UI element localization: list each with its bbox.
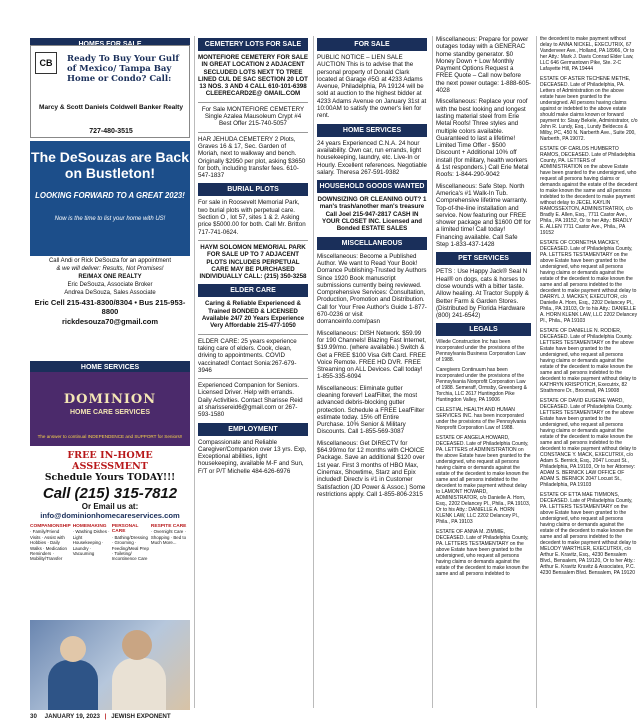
- ad-photo: [30, 620, 190, 710]
- service-heading: HOMEMAKING: [72, 524, 107, 529]
- ad-coldwell-banker: [30, 45, 190, 138]
- classified-ad: HAR JEHUDA CEMETERY 2 Plots, Graves 16 & 17, Sec. Garden of Moriah, next to walkway and bench. Originally $2950 per plot, asking $3650 for both, including transfer fees. 610-547-1837: [198, 135, 306, 180]
- ad-line: Call Andi or Rick DeSouza for an appointment: [48, 258, 172, 264]
- legal-notice: ESTATE OF DAVID EUGENE WARD, DECEASED. Late of Philadelphia County. LETTERS TESTAMENTARY on the above Estate have been granted to the undersigned, who request all persons having claims or demands against the estate of the decedent to make known the same and all persons indebted to the decedent to make payment without delay to CONSTANCE Y. MACK, EXECUTRIX, c/o Adam S. Bernick, Esq., 2047 Locust St., Philadelphia, PA 19103, Or to her Attorney: ADAM S. BERNICK LAW OFFICE OF ADAM S. BERNICK 2047 Locust St., Philadelphia, PA 19103: [540, 398, 637, 488]
- ad-dominion-banner: [30, 372, 190, 446]
- section-header-legals: LEGALS: [436, 323, 531, 336]
- service-column: [30, 524, 73, 562]
- divider: [198, 240, 308, 241]
- ad-line: Andrea DeSouza, Sales Associate: [64, 290, 156, 296]
- section-header-burial-plots: BURIAL PLOTS: [198, 183, 308, 196]
- column-legals: [540, 36, 638, 580]
- ad-tagline: Now is the time to list your home with US!: [54, 216, 166, 222]
- photo-figure: [48, 660, 98, 710]
- section-header-household-goods: HOUSEHOLD GOODS WANTED: [317, 180, 427, 193]
- classified-ad: DOWNSIZING OR CLEANING OUT? 1 man's trash/another man's treasure Call Joel 215-947-2817 CASH IN YOUR CLOSET INC. Licensed and Bonded ESTATE SALES: [317, 196, 427, 233]
- divider: [198, 132, 308, 133]
- column-misc-legals: [436, 36, 531, 581]
- service-heading: PERSONAL CARE: [111, 524, 139, 535]
- section-header-elder-care: ELDER CARE: [198, 284, 308, 297]
- section-header-home-services: HOME SERVICES: [30, 361, 190, 374]
- divider: [198, 102, 308, 103]
- footer-separator: |: [104, 713, 107, 720]
- ad-tagline: The answer to continual INDEPENDENCE and SUPPORT for Seniors!!: [37, 434, 183, 439]
- ad-phone: Eric Cell 215-431-8300/8304 • Bus 215-953-8800: [34, 298, 186, 316]
- coldwell-banker-logo-icon: CB: [35, 52, 57, 74]
- photo-figure: [60, 636, 86, 662]
- classified-ad: Caring & Reliable Experienced & Trained BONDED & LICENSED Available 24/7 20 Years Experience Very Affordable 215-477-1050: [201, 300, 305, 330]
- section-header-employment: EMPLOYMENT: [198, 423, 308, 436]
- ad-subheadline: LOOKING FORWARD TO A GREAT 2023!: [35, 191, 185, 200]
- classified-ad: ELDER CARE: 25 years experience taking care of elders. Cook, clean, driving to appointments. COVID vaccinated! Contact Sonia:267-679-3946: [198, 337, 297, 374]
- ad-headline: The DeSouzas are Back on Bustleton!: [31, 149, 189, 181]
- ad-phone: Call (215) 315-7812: [42, 485, 178, 502]
- classified-ad: HAYM SOLOMON MEMORIAL PARK FOR SALE UP TO 7 ADJACENT PLOTS INCLUDES PERPETUAL CARE MAY BE PURCHASED INDIVIDUALLY CALL: (215) 350-3258: [199, 243, 307, 281]
- legal-notice: CELESTIAL HEALTH AND HUMAN SERVICES INC. has been incorporated under the provisions of the Pennsylvania Nonprofit Corporation Law of 1988.: [436, 407, 527, 432]
- ad-headline: Ready To Buy Your Gulf of Mexico/ Tampa Bay Home or Condo? Call:: [67, 54, 180, 84]
- legal-notice: ESTATE OF ETTA MAE TIMMONS, DECEASED. Late of Philadelphia County, PA. LETTERS TESTAMENTARY on the above Estate have been granted to the undersigned, who request all persons having claims or demands against the estate of the decedent to make known the same and all persons indebted to the decedent to make payment without delay to MELODY WARTHLER, EXECUTRIX, c/o Arthur E. Kravitz, Esq., 4230 Bensalem Blvd., Bensalem, PA 19120, Or to her Atty.: Arthur E. Kravitz Kravitz & Associates, P.C. 4230 Bensalem Blvd. Bensalem, PA 19120: [540, 492, 637, 576]
- issue-date: JANUARY 19, 2023: [44, 713, 100, 720]
- service-items: · Family/Friend Visits · Assist with Hobbies · Daily Walks · Medication Reminders · Mobility/Transfer: [30, 529, 67, 562]
- column-divider: [194, 36, 195, 708]
- section-header-home-services: HOME SERVICES: [317, 124, 427, 137]
- legal-notice: Caregivers Continuum has been incorporated under the provisions of the Pennsylvania Nonprofit Corporation Law of 1988. Semeraff, Ormsby, Greenberg & Torchia, LLC 2617 Huntingdon Pike Huntingdon Valley, PA 19006: [436, 367, 527, 404]
- ad-dominion-details: [30, 450, 190, 630]
- legal-notice: ESTATE OF DANIELLE N. RODIER, DECEASED. Late of Philadelphia County. LETTERS TESTAMENTARY on the above Estate have been granted to the undersigned, who request all persons having claims or demands against the estate of the decedent to make known the same and all persons indebted to the decedent to make payment without delay to KATHRYN KRISPOTICH, Executrix, 82 Strathmore Dr., Broomall, PA 19008: [540, 328, 637, 394]
- classified-ad: Miscellaneous: Safe Step. North America's #1 Walk-In Tub. Comprehensive lifetime warranty. Top-of-the-line installation and service. Now featuring our FREE shower package and $1600 Off for a limited time! Call today! Financing available. Call Safe Step 1-833-437-1428: [436, 182, 531, 249]
- legal-notice: ESTATE OF CARLOS HUMBERTO RAMOS, DECEASED. Late of Philadelphia County, PA. LETTERS of ADMINISTRATION on the above Estate have been granted to the undersigned, who request all persons having claims or demands against the estate of the decedent to make known the same and all persons indebted to the decedent to make payment without delay to JECEL KAYLIN RAMOSSEXTON, ADMINISTRATRIX, c/o Bradly E. Allen, Esq., 7711 Castor Ave., Phila., PA 19152, Or to her Atty.: BRADLY E. ALLEN 7711 Castor Ave., Phila., PA 19152: [540, 146, 638, 236]
- classified-ad: Compassionate and Reliable Caregiver/Companion over 13 yrs. Exp, Exceptional abilities, light housekeeping, available M-F and Sun, F/T or P/T Michelle 484-626-6976: [198, 438, 307, 475]
- legal-notice: Villede Construction Inc has been incorporated under the provisions of the Pennsylvania Business Corporation Law of 1988.: [436, 339, 526, 364]
- ad-phone: 727-480-3515: [89, 128, 133, 135]
- classified-ad: PUBLIC NOTICE – LIEN SALE AUCTION This is to advise that the personal property of Donald Clark located at Garage #5G at 4233 Adams Avenue, Philadelphia, PA 19124 will be sold at auction to the highest bidder at 4233 Adams Avenue on January 31st at 10:00AM to satisfy the owner's lien for rent.: [317, 54, 427, 120]
- photo-figure: [122, 630, 152, 660]
- classified-ad: Miscellaneous: Become a Published Author. We want to Read Your Book! Dorrance Publishing-Trusted by Authors Since 1920 Book manuscript submissions currently being reviewed. Comprehensive Services: Consultation, Production, Promotion and Distribution. Call for Your Free Author's Guide 1-877-670-0236 or visit dorranceinfo.com/pasn: [317, 252, 427, 326]
- service-heading: RESPITE CARE: [150, 524, 187, 529]
- divider: [198, 334, 308, 335]
- classified-ad: Miscellaneous: DISH Network. $59.99 for 190 Channels! Blazing Fast Internet, $19.99/mo. (where available.) Switch & Get a FREE $100 Visa Gift Card. FREE Voice Remote. FREE HD DVR. FREE Streaming on ALL Devices. Call today! 1-855-335-6094: [317, 329, 427, 381]
- ad-line: Eric DeSouza, Associate Broker: [67, 282, 153, 288]
- column-divider: [432, 36, 433, 708]
- ad-brand-sub: HOME CARE SERVICES: [70, 409, 150, 416]
- column-for-sale: [317, 36, 427, 502]
- ad-desouzas: [30, 141, 190, 256]
- classified-ad: PETS : Use Happy Jack® Seal N Heal® on dogs, cats & horses to close wounds with a bitter taste. Allow healing. At Tractor Supply & Better Farm & Garden Stores. (Distributed by Florida Hardware (800) 241-6542): [436, 268, 529, 320]
- classified-ad: Miscellaneous: Prepare for power outages today with a GENERAC home standby generator. $0 Money Down + Low Monthly Payment Options Request a FREE Quote – Call now before the next power outage: 1-888-605-4028: [436, 36, 531, 95]
- classified-ad: 24 years Experienced C.N.A. 24 hour availability. Own car, run errands, light housekeeping, laundry, etc. Live-In or Hourly. Excellent references. Negotiable salary. Theresa 267-591-9382: [317, 139, 427, 176]
- column-divider: [536, 36, 537, 708]
- page-number: 30: [30, 713, 37, 720]
- section-home-services: [30, 359, 190, 371]
- legal-notice: ESTATE OF CORNETHA MACKEY, DECEASED. Late of Philadelphia County, PA. LETTERS TESTAMENTARY on the above Estate have been granted to the undersigned, who request all persons having claims or demands against the estate of the decedent to make known the same and all persons indebted to the decedent to make payment without delay to DARRYL J. MACKEY, EXECUTOR, c/o Danielle A. Horn, Esq., 2202 Delancey Pl., Phila., PA 19103, Or to his Atty.: DANIELLE A. HORN KLENK LAW, LLC 2202 Delancey Pl., Phila., PA 19103: [540, 240, 638, 324]
- ad-headline: FREE IN-HOME ASSESSMENT: [67, 450, 153, 472]
- section-header-for-sale: FOR SALE: [317, 38, 427, 51]
- classified-ad: Miscellaneous: Eliminate gutter cleaning forever! LeafFilter, the most advanced debris-blocking gutter protection. Schedule a FREE LeafFilter estimate today. 15% off Entire Purchase. 10% Senior & Military Discounts. Call 1-855-569-3087: [317, 384, 425, 436]
- legal-notice: ESTATE OF ANNA M. ZIMMIE, DECEASED. Late of Philadelphia County, PA. LETTERS TESTAMENTARY on the above Estate have been granted to the undersigned, who request all persons having claims or demands against the estate of the decedent to make known the same and all persons indebted to: [436, 529, 529, 578]
- service-items: · Bathing/Dressing · Grooming · Feeding/Meal Prep · Toileting/ Incontinence Care: [111, 534, 149, 562]
- page-footer: [30, 713, 630, 720]
- service-list: [30, 524, 190, 562]
- ad-subheadline: Schedule Yours TODAY!!!: [44, 472, 176, 483]
- ad-email: rickdesouza70@gmail.com: [61, 317, 159, 326]
- legal-notice: the decedent to make payment without delay to ANNA NICKEL, EXECUTRIX, 67 Vanderveer Ave., Holland, PA 18966, Or to her Atty.: Mark J. Davis Conrad Elder Law, LLC 646 Germantown Pike, Ste. 2-C Lafayette Hill, PA 19444: [540, 36, 635, 72]
- service-column: [151, 524, 190, 562]
- classified-ad: For sale in Roosevelt Memorial Park, two burial plots with perpetual care. Section O , lot 57, sites 1 & 2. Asking price $5000.00 for both. Call Mr. Britton 717-741-0624.: [198, 199, 306, 236]
- ad-email: info@dominionhomecareservices.com: [40, 511, 180, 520]
- classified-ad: Experienced Companion for Seniors. Licensed Driver. Help with errands. Daily Activities. Contact Sharisse Reid at sharissereid6@gmail.com or 267-593-1580: [198, 382, 303, 419]
- divider: [198, 378, 308, 379]
- section-header-cemetery: CEMETERY LOTS FOR SALE: [198, 38, 308, 51]
- ad-agent-name: Marcy & Scott Daniels Coldwell Banker Realty: [38, 104, 183, 111]
- legal-notice: ESTATE OF ASTER TECHENE METHE, DECEASED. Late of Philadelphia, PA. Letters of Administration on the above estate have been granted to the undersigned. All persons having claims against or indebted to the above estate should make claims known or forward payment to: Sisay Bekele, Administrator, c/o John R. Lundy, Esq., Lundy Beldecos & Milby, PC, 450 N. Narberth Ave., Suite 200, Narberth, PA 19072.: [540, 76, 638, 142]
- ad-line: Or Email us at:: [81, 502, 139, 511]
- section-header-miscellaneous: MISCELLANEOUS: [317, 237, 427, 250]
- ad-line: & we will deliver: Results, Not Promises!: [56, 266, 164, 272]
- classified-ad: Miscellaneous: Replace your roof with the best looking and longest lasting material steel from Erie Metal Roofs! Three styles and multiple colors available. Guaranteed to last a lifetime! Limited Time Offer - $500 Discount + Additional 10% off install (for military, health workers & 1st responders.) Call Erie Metal Roofs: 1-844-290-9042: [436, 98, 529, 179]
- publication-name: JEWISH EXPONENT: [111, 713, 171, 720]
- column-cemetery: [198, 36, 308, 479]
- classified-ad: MONTEFIORE CEMETERY FOR SALE IN GREAT LOCATION 2 ADJACENT SECLUDED LOTS NEXT TO TREE LINED CUL DE SAC SECTION 20 LOT 13 NOS. 3 AND 4 CALL 610-101-6398 CLEERECARD2E@ GMAIL.COM: [198, 54, 309, 98]
- photo-figure: [112, 658, 166, 710]
- service-items: · Washing Dishes · Light Housekeeping · Laundry · Vacuuming: [72, 529, 110, 557]
- classified-ad: For Sale MONTEFIORE CEMETERY Single Azalea Mausoleum Crypt #4 Best Offer 215-740-5057: [201, 105, 305, 128]
- ad-brand: DOMINION: [63, 392, 157, 407]
- ad-remax-contact: [30, 258, 190, 348]
- column-divider: [313, 36, 314, 708]
- service-items: · Overnight Care · Shopping · Bed to Much More...: [150, 529, 187, 546]
- legal-notice: ESTATE OF ANGELA HOWARD, DECEASED. Late of Philadelphia County, PA. LETTERS of ADMINISTRATION on the above Estate have been granted to the undersigned, who request all persons having claims or demands against the estate of the decedent to make known the same and all persons indebted to the decedent to make payment without delay to LAMONT HOWARD, ADMINISTRATOR, c/o Danielle A. Horn, Esq., 2202 Delancey Pl., Phila., PA 19103, Or to his Atty.: DANIELLE A. HORN KLENK LAW, LLC 2202 Delancey Pl., Phila., PA 19103: [436, 435, 531, 526]
- classified-ad: Miscellaneous: Get DIRECTV for $64.99/mo for 12 months with CHOICE Package. Save an additional $120 over 1st year. First 3 months of HBO Max, Cinemax, Showtime, Starz and Epix included! Directv is #1 in Customer Satisfaction (JD Power & Assoc.) Some restrictions apply. Call 1-855-806-2315: [317, 439, 426, 498]
- service-heading: COMPANIONSHIP: [30, 524, 71, 529]
- section-header-pet-services: PET SERVICES: [436, 252, 531, 265]
- ad-brokerage: RE/MAX ONE REALTY: [78, 274, 142, 280]
- service-column: [112, 524, 151, 562]
- service-column: [73, 524, 112, 562]
